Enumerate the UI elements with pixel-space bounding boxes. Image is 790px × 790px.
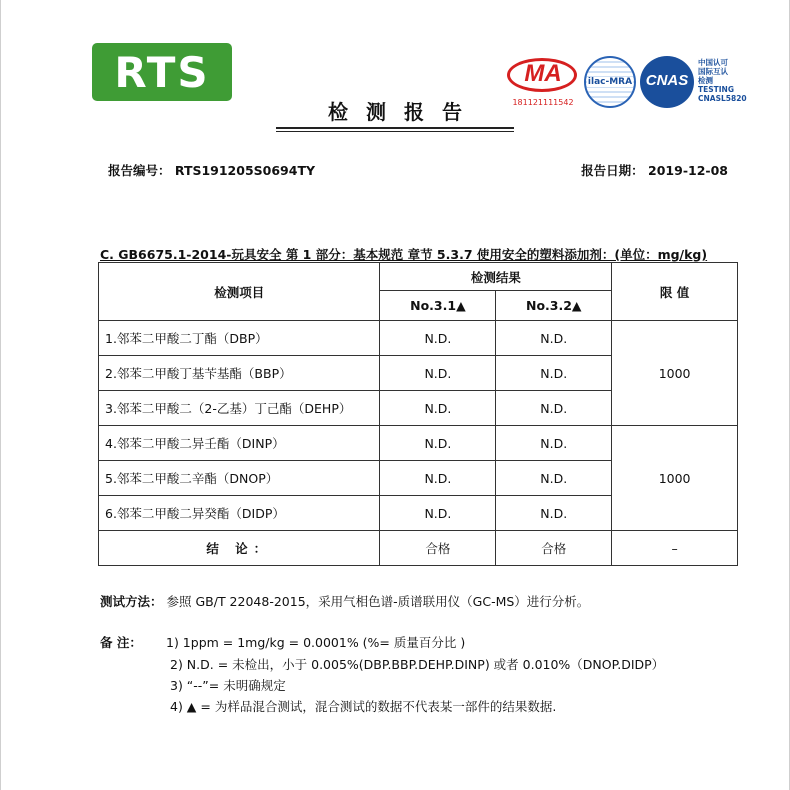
row-item: 5.邻苯二甲酸二辛酯（DNOP） xyxy=(99,461,380,496)
row-result-2: N.D. xyxy=(496,496,612,531)
title-underline-thin xyxy=(276,131,514,132)
logo-text: RTS xyxy=(114,47,210,97)
conclusion-limit: – xyxy=(612,531,738,566)
rts-logo xyxy=(92,43,232,101)
row-result-1: N.D. xyxy=(380,461,496,496)
cnas-text: CNAS xyxy=(645,72,689,89)
report-date-label: 报告日期： xyxy=(581,163,644,178)
row-result-1: N.D. xyxy=(380,426,496,461)
report-number-label: 报告编号： xyxy=(108,163,171,178)
report-date-value: 2019-12-08 xyxy=(648,163,728,178)
report-number-value: RTS191205S0694TY xyxy=(174,163,316,178)
cnas-seal-icon xyxy=(640,56,696,108)
row-result-2: N.D. xyxy=(496,426,612,461)
note-item: 4) ▲ = 为样品混合测试，混合测试的数据不代表某一部件的结果数据. xyxy=(170,699,557,714)
row-result-1: N.D. xyxy=(380,496,496,531)
conclusion-label: 结 论： xyxy=(99,531,380,566)
cnas-line: 检测 xyxy=(698,76,713,85)
conclusion-row xyxy=(99,531,738,566)
table-row xyxy=(99,426,738,461)
note-item: 2) N.D. = 未检出，小于 0.005%(DBP.BBP.DEHP.DINP) 或者 0.010%（DNOP.DIDP） xyxy=(170,657,665,672)
test-method-label: 测试方法： xyxy=(100,594,163,609)
row-result-2: N.D. xyxy=(496,356,612,391)
cnas-line: TESTING xyxy=(698,85,734,94)
header-limit: 限 值 xyxy=(612,263,738,321)
row-result-1: N.D. xyxy=(380,321,496,356)
cnas-caption xyxy=(698,58,747,103)
test-method xyxy=(100,592,589,610)
header-sample-1: No.3.1▲ xyxy=(380,291,496,321)
cnas-line: 中国认可 xyxy=(698,58,728,67)
report-date xyxy=(581,161,728,179)
row-item: 4.邻苯二甲酸二异壬酯（DINP） xyxy=(99,426,380,461)
title-underline xyxy=(276,127,514,129)
report-number xyxy=(108,161,315,179)
section-heading: C. GB6675.1-2014-玩具安全 第 1 部分：基本规范 章节 5.3.7 使用安全的塑料添加剂：(单位：mg/kg) xyxy=(100,247,708,262)
report-title: 检测报告 xyxy=(328,100,480,124)
row-result-2: N.D. xyxy=(496,391,612,426)
cnas-line: CNASL5820 xyxy=(698,94,747,103)
row-limit: 1000 xyxy=(612,321,738,426)
conclusion-result-2: 合格 xyxy=(496,531,612,566)
row-result-2: N.D. xyxy=(496,461,612,496)
row-item: 6.邻苯二甲酸二异癸酯（DIDP） xyxy=(99,496,380,531)
row-result-1: N.D. xyxy=(380,356,496,391)
row-limit: 1000 xyxy=(612,426,738,531)
row-result-2: N.D. xyxy=(496,321,612,356)
test-method-text: 参照 GB/T 22048-2015，采用气相色谱-质谱联用仪（GC-MS）进行分析。 xyxy=(166,594,590,609)
row-item: 3.邻苯二甲酸二（2-乙基）丁己酯（DEHP） xyxy=(99,391,380,426)
conclusion-result-1: 合格 xyxy=(380,531,496,566)
note-item: 1) 1ppm = 1mg/kg = 0.0001% (%= 质量百分比 ) xyxy=(166,635,466,650)
header-item: 检测项目 xyxy=(99,263,380,321)
table-row xyxy=(99,321,738,356)
table-header-row xyxy=(99,263,738,291)
header-results: 检测结果 xyxy=(380,263,612,291)
note-item: 3) “--”= 未明确规定 xyxy=(170,678,286,693)
results-table xyxy=(98,262,738,566)
cnas-line: 国际互认 xyxy=(698,67,728,76)
ilac-mra-seal-icon xyxy=(584,56,636,108)
row-item: 1.邻苯二甲酸二丁酯（DBP） xyxy=(99,321,380,356)
ilac-text: ilac-MRA xyxy=(587,77,633,87)
cma-seal-icon xyxy=(505,58,581,112)
cma-text: MA xyxy=(524,60,562,87)
header-sample-2: No.3.2▲ xyxy=(496,291,612,321)
cma-number: 181121111542 xyxy=(512,98,574,107)
row-item: 2.邻苯二甲酸丁基苄基酯（BBP） xyxy=(99,356,380,391)
notes-label: 备 注： xyxy=(100,635,142,650)
row-result-1: N.D. xyxy=(380,391,496,426)
